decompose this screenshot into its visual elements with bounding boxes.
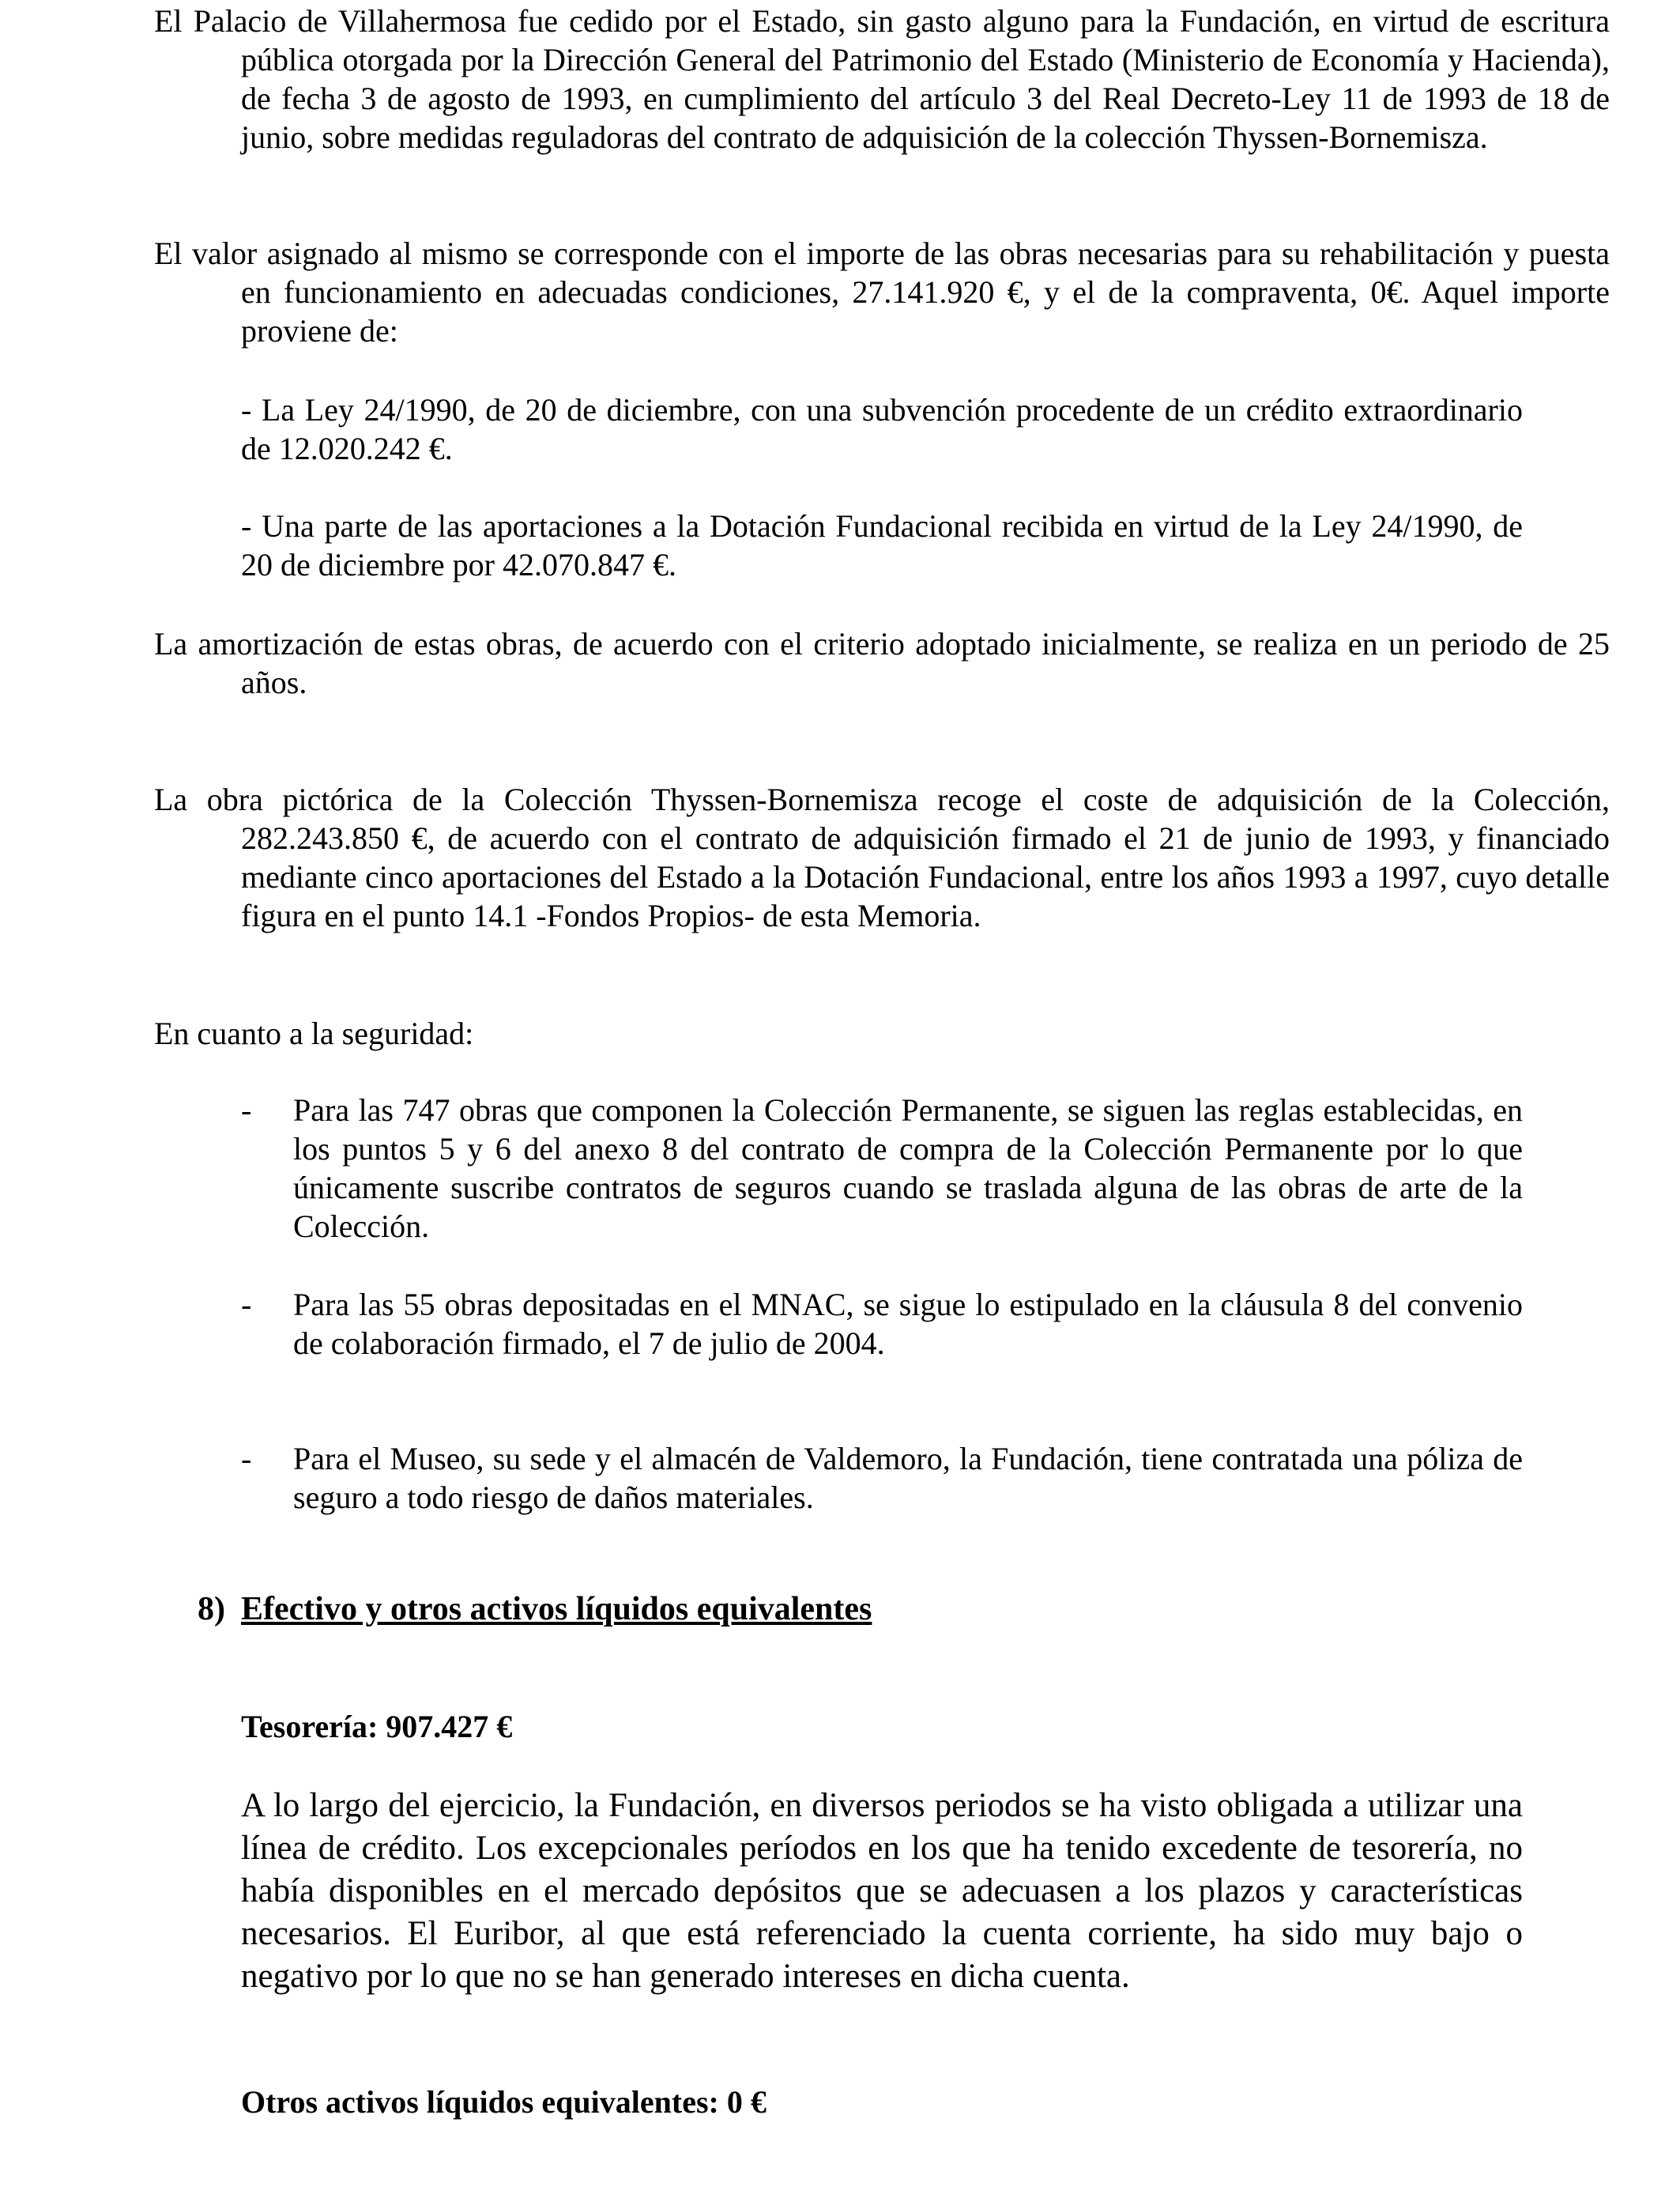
bullet-dash: - xyxy=(241,1287,252,1322)
paragraph-obra-pictorica: La obra pictórica de la Colección Thyssen-Bornemisza recoge el coste de adquisición de la Colección, 282.243.850 €, de acuerdo con el contrato de adquisición firmado el 21 de junio de 1993, y financiado mediante cinco aportaciones del Estado a la Dotación Fundacional, entre los años 1993 a 1997, cuyo detalle figura en el punto 14.1 -Fondos Propios- de esta Memoria. xyxy=(154,782,1610,933)
sub-item-dotacion: - Una parte de las aportaciones a la Dotación Fundacional recibida en virtud de la Ley 24/1990, de 20 de diciembre por 42.070.847 €. xyxy=(241,508,1523,582)
section-title: Efectivo y otros activos líquidos equivalentes xyxy=(241,1591,872,1627)
bullet-dash: - xyxy=(241,1441,252,1476)
paragraph-seguridad: En cuanto a la seguridad: xyxy=(154,1016,474,1051)
tesoreria-paragraph: A lo largo del ejercicio, la Fundación, en diversos periodos se ha visto obligada a utilizar una línea de crédito. Los excepcionales períodos en los que ha tenido excedente de tesorería, no había disponibles en el mercado depósitos que se adecuasen a los plazos y características necesarios. El Euribor, al que está referenciado la cuenta corriente, ha sido muy bajo o negativo por lo que no se han generado intereses en dicha cuenta. xyxy=(241,1787,1523,1995)
bullet-dash: - xyxy=(241,1092,252,1128)
paragraph-palacio: El Palacio de Villahermosa fue cedido por el Estado, sin gasto alguno para la Fundación, en virtud de escritura pública otorgada por la Dirección General del Patrimonio del Estado (Ministerio de Economía y Hacienda), de fecha 3 de agosto de 1993, en cumplimiento del artículo 3 del Real Decreto-Ley 11 de 1993 de 18 de junio, sobre medidas reguladoras del contrato de adquisición de la colección Thyssen-Bornemisza. xyxy=(154,3,1610,155)
paragraph-valor-asignado: El valor asignado al mismo se corresponde con el importe de las obras necesarias para su rehabilitación y puesta en funcionamiento en adecuadas condiciones, 27.141.920 €, y el de la compraventa, 0€. Aquel importe proviene de: xyxy=(154,236,1610,349)
section-heading xyxy=(198,1589,872,1630)
sub-item-ley-credito: - La Ley 24/1990, de 20 de diciembre, con una subvención procedente de un crédito extraordinario de 12.020.242 €. xyxy=(241,392,1523,466)
paragraph-amortizacion: La amortización de estas obras, de acuerdo con el criterio adoptado inicialmente, se realiza en un periodo de 25 años. xyxy=(154,626,1610,700)
otros-activos-label: Otros activos líquidos equivalentes: 0 € xyxy=(241,2084,767,2120)
bullet-item-coleccion-permanente xyxy=(241,1091,1523,1246)
bullet-text: Para el Museo, su sede y el almacén de Valdemoro, la Fundación, tiene contratada una póliza de seguro a todo riesgo de daños materiales. xyxy=(293,1441,1523,1515)
bullet-text: Para las 747 obras que componen la Colección Permanente, se siguen las reglas establecidas, en los puntos 5 y 6 del anexo 8 del contrato de compra de la Colección Permanente por lo que únicamente suscribe contratos de seguros cuando se traslada alguna de las obras de arte de la Colección. xyxy=(293,1092,1523,1244)
tesoreria-label: Tesorería: 907.427 € xyxy=(241,1709,513,1744)
bullet-item-mnac xyxy=(241,1285,1523,1363)
section-number: 8) xyxy=(198,1591,225,1627)
bullet-text: Para las 55 obras depositadas en el MNAC, se sigue lo estipulado en la cláusula 8 del convenio de colaboración firmado, el 7 de julio de 2004. xyxy=(293,1287,1523,1361)
bullet-item-museo xyxy=(241,1439,1523,1517)
